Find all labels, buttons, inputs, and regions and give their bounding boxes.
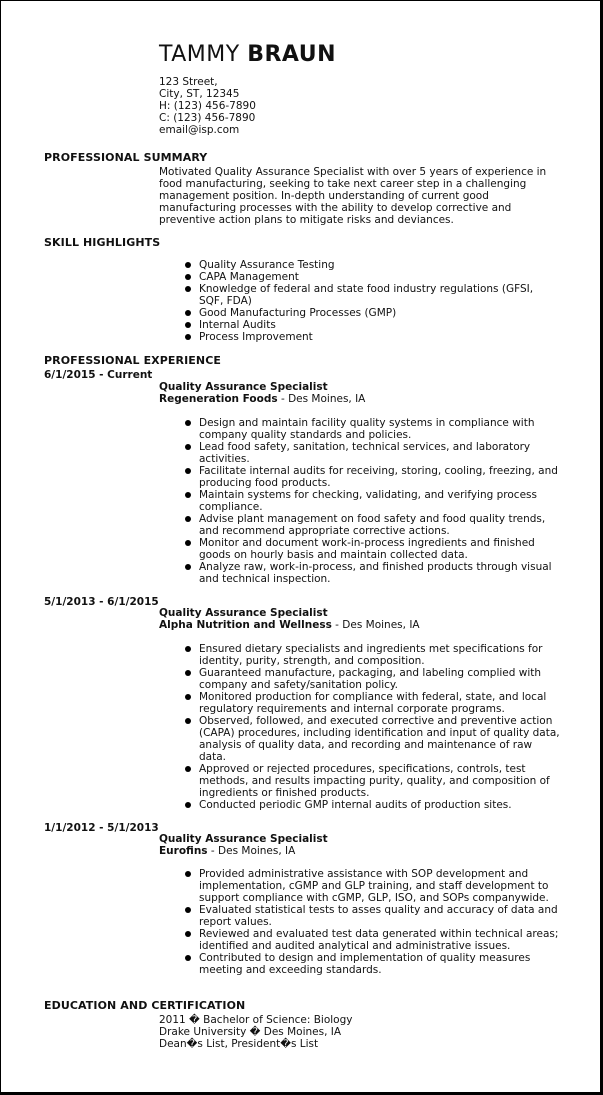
company-location: - Des Moines, IA xyxy=(207,845,296,857)
first-name: TAMMY xyxy=(159,42,240,67)
home-phone: H: (123) 456-7890 xyxy=(159,100,256,112)
education-heading: EDUCATION AND CERTIFICATION xyxy=(44,999,246,1012)
list-item: Facilitate internal audits for receiving, storing, cooling, freezing, and producing food products. xyxy=(185,465,560,489)
list-item: Approved or rejected procedures, specifications, controls, test methods, and results impacting purity, quality, and composition of ingredients or finished products. xyxy=(185,763,560,799)
job-dates: 5/1/2013 - 6/1/2015 xyxy=(44,596,159,608)
job-title: Quality Assurance Specialist xyxy=(159,833,328,845)
bullet-icon xyxy=(185,564,191,570)
bullet-icon xyxy=(185,766,191,772)
list-item: Quality Assurance Testing xyxy=(185,259,560,271)
candidate-name xyxy=(159,41,336,69)
list-item: Maintain systems for checking, validating, and verifying process compliance. xyxy=(185,489,560,513)
company-name: Regeneration Foods xyxy=(159,393,278,405)
job-company xyxy=(159,393,365,405)
bullet-icon xyxy=(185,907,191,913)
bullet-icon xyxy=(185,334,191,340)
last-name: BRAUN xyxy=(247,42,337,67)
bullet-icon xyxy=(185,322,191,328)
address-line-2: City, ST, 12345 xyxy=(159,88,240,100)
list-item: Advise plant management on food safety and food quality trends, and recommend appropriate corrective actions. xyxy=(185,513,560,537)
bullet-icon xyxy=(185,310,191,316)
skills-heading: SKILL HIGHLIGHTS xyxy=(44,236,161,249)
bullet-icon xyxy=(185,468,191,474)
bullet-icon xyxy=(185,262,191,268)
list-item: Knowledge of federal and state food industry regulations (GFSI, SQF, FDA) xyxy=(185,283,560,307)
bullet-icon xyxy=(185,420,191,426)
cell-phone: C: (123) 456-7890 xyxy=(159,112,256,124)
summary-text: Motivated Quality Assurance Specialist with over 5 years of experience in food manufacturing, seeking to take next career step in a challenging management position. In-depth understanding of current good manufacturing processes with the ability to develop corrective and preventive action plans to mitigate risks and deviances. xyxy=(159,166,547,226)
job-title: Quality Assurance Specialist xyxy=(159,381,328,393)
bullet-icon xyxy=(185,871,191,877)
list-item: Contributed to design and implementation of quality measures meeting and exceeding standards. xyxy=(185,952,560,976)
list-item: Provided administrative assistance with SOP development and implementation, cGMP and GLP training, and staff development to support compliance with cGMP, GLP, ISO, and SOPs companywide. xyxy=(185,868,560,904)
list-item: Design and maintain facility quality systems in compliance with company quality standards and policies. xyxy=(185,417,560,441)
list-item: Ensured dietary specialists and ingredients met specifications for identity, purity, strength, and composition. xyxy=(185,643,560,667)
job-bullets xyxy=(185,417,560,585)
job-title: Quality Assurance Specialist xyxy=(159,607,328,619)
company-name: Eurofins xyxy=(159,845,208,857)
list-item: Conducted periodic GMP internal audits of production sites. xyxy=(185,799,560,811)
bullet-icon xyxy=(185,286,191,292)
list-item: Reviewed and evaluated test data generated within technical areas; identified and audited analytical and administrative issues. xyxy=(185,928,560,952)
list-item: Monitor and document work-in-process ingredients and finished goods on hourly basis and maintain collected data. xyxy=(185,537,560,561)
contact-block xyxy=(159,76,256,136)
bullet-icon xyxy=(185,802,191,808)
degree-line: 2011 � Bachelor of Science: Biology xyxy=(159,1014,353,1026)
list-item: Monitored production for compliance with federal, state, and local regulatory requirements and internal corporate programs. xyxy=(185,691,560,715)
list-item: Lead food safety, sanitation, technical services, and laboratory activities. xyxy=(185,441,560,465)
job-bullets xyxy=(185,643,560,811)
job-company xyxy=(159,619,420,631)
bullet-icon xyxy=(185,274,191,280)
skills-list xyxy=(185,259,560,343)
address-line-1: 123 Street, xyxy=(159,76,218,88)
education-block xyxy=(159,1014,353,1050)
company-location: - Des Moines, IA xyxy=(331,619,420,631)
bullet-icon xyxy=(185,670,191,676)
bullet-icon xyxy=(185,540,191,546)
bullet-icon xyxy=(185,516,191,522)
bullet-icon xyxy=(185,444,191,450)
experience-heading: PROFESSIONAL EXPERIENCE xyxy=(44,354,222,367)
school-line: Drake University � Des Moines, IA xyxy=(159,1026,342,1038)
list-item: Internal Audits xyxy=(185,319,560,331)
list-item: Good Manufacturing Processes (GMP) xyxy=(185,307,560,319)
bullet-icon xyxy=(185,955,191,961)
bullet-icon xyxy=(185,694,191,700)
list-item: Analyze raw, work-in-process, and finished products through visual and technical inspection. xyxy=(185,561,560,585)
job-dates: 1/1/2012 - 5/1/2013 xyxy=(44,822,159,834)
list-item: Guaranteed manufacture, packaging, and labeling complied with company and safety/sanitation policy. xyxy=(185,667,560,691)
list-item: CAPA Management xyxy=(185,271,560,283)
bullet-icon xyxy=(185,492,191,498)
job-company xyxy=(159,845,295,857)
summary-heading: PROFESSIONAL SUMMARY xyxy=(44,151,208,164)
list-item: Observed, followed, and executed corrective and preventive action (CAPA) procedures, including identification and input of quality data, analysis of quality data, and recording and maintenance of raw data. xyxy=(185,715,560,763)
list-item: Evaluated statistical tests to asses quality and accuracy of data and report values. xyxy=(185,904,560,928)
email: email@isp.com xyxy=(159,124,240,136)
job-bullets xyxy=(185,868,560,976)
list-item: Process Improvement xyxy=(185,331,560,343)
job-dates: 6/1/2015 - Current xyxy=(44,369,153,381)
bullet-icon xyxy=(185,718,191,724)
honors-line: Dean�s List, President�s List xyxy=(159,1038,319,1050)
bullet-icon xyxy=(185,931,191,937)
company-location: - Des Moines, IA xyxy=(277,393,366,405)
company-name: Alpha Nutrition and Wellness xyxy=(159,619,332,631)
bullet-icon xyxy=(185,646,191,652)
